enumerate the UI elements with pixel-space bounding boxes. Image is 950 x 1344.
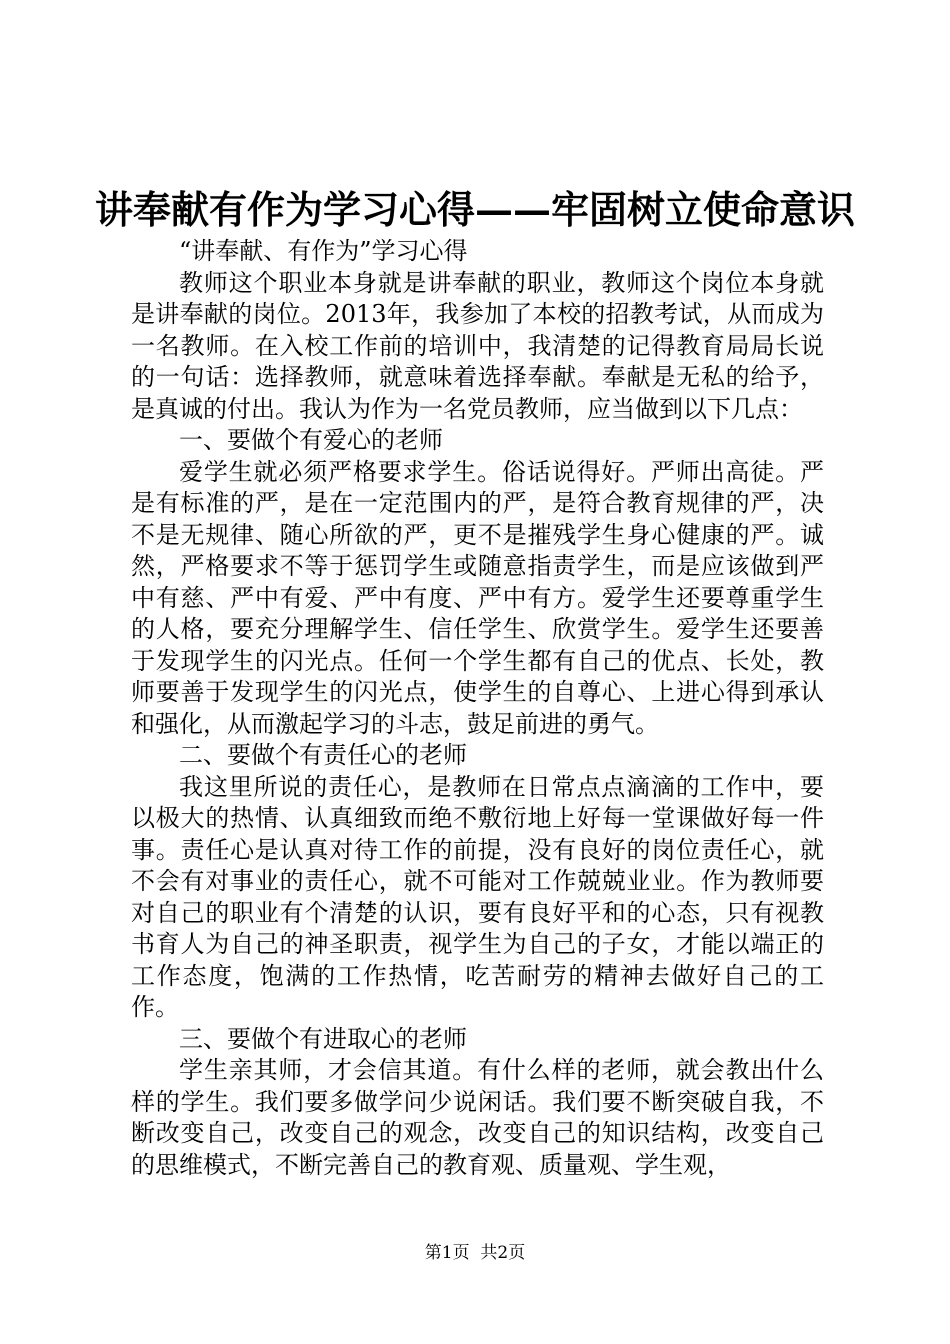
section-paragraph-1: 爱学生就必须严格要求学生。俗话说得好。严师出高徒。严是有标准的严，是在一定范围内的严，是符合教育规律的严，决不是无规律、随心所欲的严，更不是摧残学生身心健康的严。诚然，严格要求不等于惩罚学生或随意指责学生，而是应该做到严中有慈、严中有爱、严中有度、严中有方。爱学生还要尊重学生的人格，要充分理解学生、信任学生、欣赏学生。爱学生还要善于发现学生的闪光点。任何一个学生都有自己的优点、长处，教师要善于发现学生的闪光点，使学生的自尊心、上进心得到承认和强化，从而激起学习的斗志，鼓足前进的勇气。	[131, 457, 824, 738]
subtitle-paragraph: “讲奉献、有作为”学习心得	[179, 237, 468, 265]
section-paragraph-3: 学生亲其师，才会信其道。有什么样的老师，就会教出什么样的学生。我们要多做学问少说闲话。我们要不断突破自我，不断改变自己，改变自己的观念，改变自己的知识结构，改变自己的思维模式，不断完善自己的教育观、质量观、学生观，	[131, 1056, 824, 1179]
page-number-footer: 第1页 共2页	[424, 1243, 526, 1263]
intro-paragraph: 教师这个职业本身就是讲奉献的职业，教师这个岗位本身就是讲奉献的岗位。2013年，我参加了本校的招教考试，从而成为一名教师。在入校工作前的培训中，我清楚的记得教育局局长说的一句话：选择教师，就意味着选择奉献。奉献是无私的给予，是真诚的付出。我认为作为一名党员教师，应当做到以下几点：	[131, 268, 824, 423]
section-heading-2: 二、要做个有责任心的老师	[179, 741, 467, 769]
document-title: 讲奉献有作为学习心得——牢固树立使命意识	[94, 187, 855, 232]
section-paragraph-2: 我这里所说的责任心，是教师在日常点点滴滴的工作中，要以极大的热情、认真细致而绝不敷衍地上好每一堂课做好每一件事。责任心是认真对待工作的前提，没有良好的岗位责任心，就不会有对事业的责任心，就不可能对工作兢兢业业。作为教师要对自己的职业有个清楚的认识，要有良好平和的心态，只有视教书育人为自己的神圣职责，视学生为自己的子女，才能以端正的工作态度，饱满的工作热情，吃苦耐劳的精神去做好自己的工作。	[131, 772, 824, 1021]
section-heading-1: 一、要做个有爱心的老师	[179, 426, 443, 454]
section-heading-3: 三、要做个有进取心的老师	[179, 1024, 467, 1053]
document-body	[131, 236, 824, 1181]
